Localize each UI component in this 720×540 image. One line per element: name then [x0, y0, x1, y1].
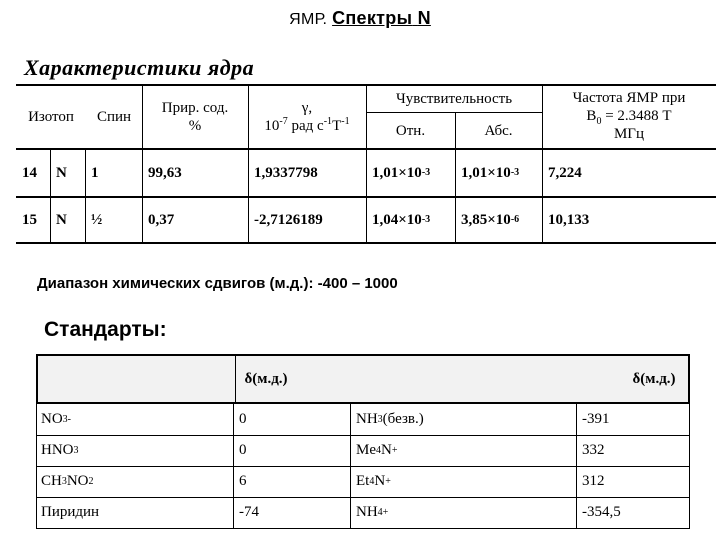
col-sensitivity: Чувствительность [395, 91, 513, 107]
standards-table [36, 404, 690, 528]
row1-abundance: 99,63 [148, 164, 182, 181]
row1-element: N [56, 164, 67, 181]
col-gamma: γ, $10^{-7}$ рад $с^{-1}Т^{-1}$ [264, 100, 350, 134]
std-row2-delta-a: 0 [239, 442, 247, 458]
shift-range: Диапазон химических сдвигов (м.д.): -400 – 1000 [37, 275, 398, 292]
std-row3-delta-b: 312 [582, 473, 605, 489]
std-row2-compound-a: HNO 3 [41, 442, 79, 458]
std-col-rule [689, 404, 690, 528]
std-delta-col-1: δ(м.д.) [244, 371, 288, 387]
row1-gamma: 1,9337798 [254, 164, 318, 181]
row1-rel: 1,01×10 -3 [372, 164, 431, 181]
row2-rel: 1,04×10 -3 [372, 211, 431, 228]
row1-spin: 1 [91, 164, 99, 181]
std-row3-compound-a: CH 3 NO 2 [41, 473, 94, 489]
table-bottom-rule [16, 242, 716, 244]
col-abundance: Прир. сод. % [161, 100, 229, 134]
row1-abs: 1,01×10 -3 [461, 164, 520, 181]
std-row4-delta-a: -74 [239, 504, 259, 520]
std-delta-col-2: δ(м.д.) [632, 371, 676, 387]
std-row4-compound-a: Пиридин [41, 504, 100, 520]
row2-abundance: 0,37 [148, 211, 175, 228]
std-row3-delta-a: 6 [239, 473, 247, 489]
std-row1-delta-b: -391 [582, 411, 610, 427]
std-row1-compound-a: NO 3 - [41, 411, 72, 427]
std-row4-compound-b: NH 4 + [356, 504, 389, 520]
row2-gamma: -2,7126189 [254, 211, 323, 228]
std-row2-delta-b: 332 [582, 442, 605, 458]
row1-freq: 7,224 [548, 164, 582, 181]
title-prefix: ЯМР. [289, 11, 328, 28]
std-row4-delta-b: -354,5 [582, 504, 621, 520]
standards-heading: Стандарты: [44, 318, 167, 341]
col-spin: Спин [96, 109, 132, 125]
title-main: Спектры N [332, 8, 431, 28]
row1-mass: 14 [22, 164, 37, 181]
std-row2-compound-b: Me 4 N + [356, 442, 398, 458]
col-sens-abs: Абс. [484, 122, 513, 139]
std-row1-compound-b: NH 3 (безв.) [356, 411, 424, 427]
std-row3-compound-b: Et 4 N + [356, 473, 391, 489]
row2-spin: ½ [91, 211, 103, 228]
std-row1-delta-a: 0 [239, 411, 247, 427]
row2-element: N [56, 211, 67, 228]
row2-abs: 3,85×10 -6 [461, 211, 520, 228]
col-sens-rel: Отн. [395, 122, 426, 139]
std-row-rule [36, 528, 690, 529]
col-isotope: Изотоп [28, 109, 74, 125]
col-frequency: Частота ЯМР при $B_0 = 2.3488$ Т МГц [572, 90, 686, 142]
row2-mass: 15 [22, 211, 37, 228]
standards-header [36, 354, 690, 404]
nucleus-heading: Характеристики ядра [24, 55, 255, 80]
row2-freq: 10,133 [548, 211, 590, 228]
slide-title [0, 8, 720, 29]
